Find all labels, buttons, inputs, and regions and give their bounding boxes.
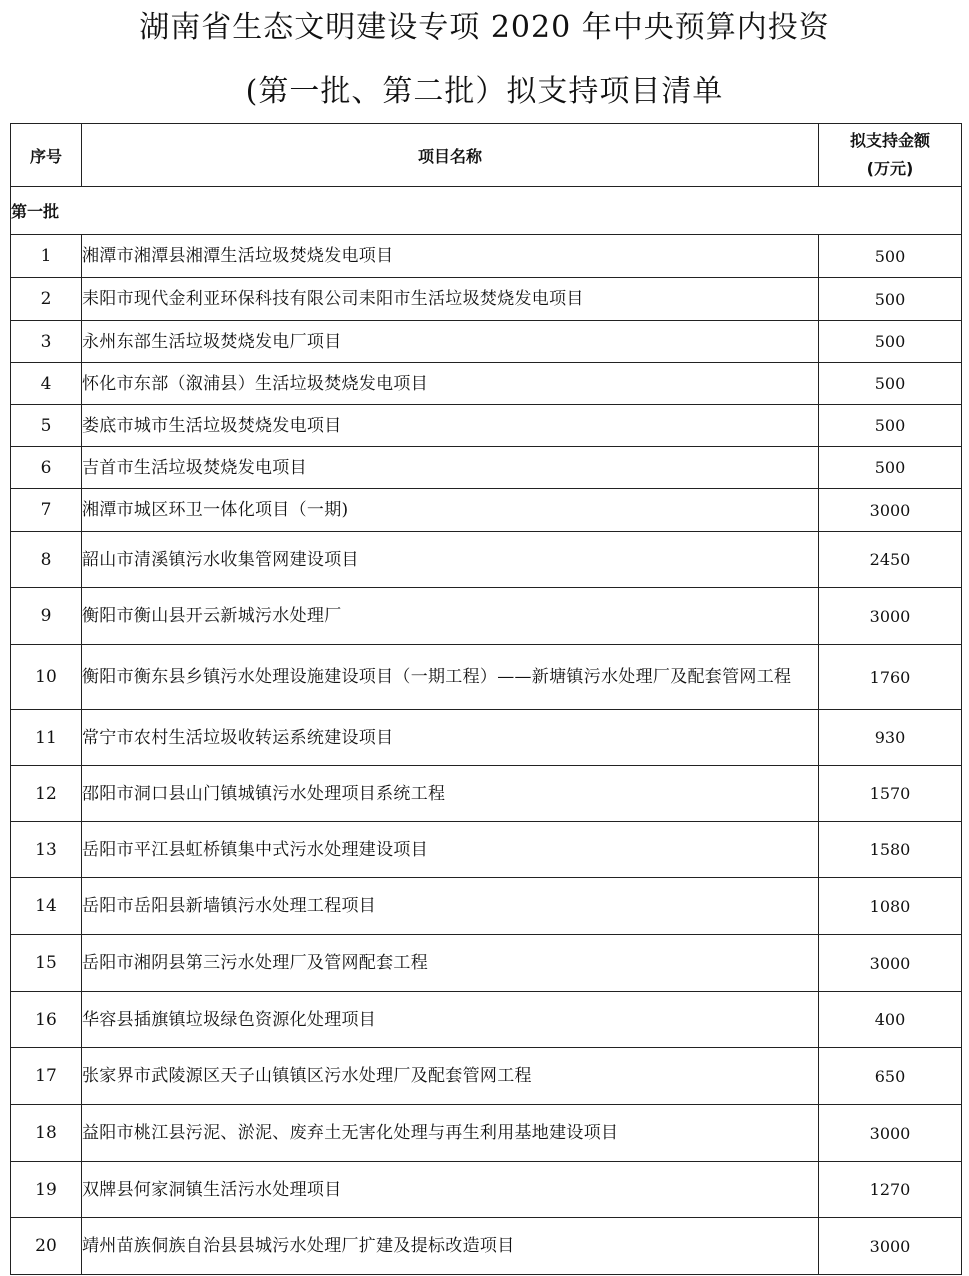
row-amount: 3000	[819, 935, 962, 992]
table-row	[11, 363, 962, 405]
row-amount: 500	[819, 235, 962, 278]
row-amount: 2450	[819, 532, 962, 588]
document-title-line-1: 湖南省生态文明建设专项 2020 年中央预算内投资	[139, 10, 830, 45]
row-index: 19	[11, 1162, 82, 1218]
table-row	[11, 405, 962, 447]
table-row	[11, 645, 962, 710]
row-amount: 3000	[819, 1105, 962, 1162]
row-project-name: 娄底市城市生活垃圾焚烧发电项目	[82, 405, 819, 447]
table-row	[11, 447, 962, 489]
document-title-line-2: (第一批、第二批）拟支持项目清单	[245, 74, 724, 109]
table-header-row	[11, 124, 962, 187]
row-index: 10	[11, 645, 82, 710]
row-project-name: 衡阳市衡东县乡镇污水处理设施建设项目（一期工程）——新塘镇污水处理厂及配套管网工程	[82, 645, 819, 710]
row-amount: 930	[819, 710, 962, 766]
table-row	[11, 822, 962, 878]
row-project-name: 邵阳市洞口县山门镇城镇污水处理项目系统工程	[82, 766, 819, 822]
row-amount: 400	[819, 992, 962, 1048]
row-index: 14	[11, 878, 82, 935]
row-index: 8	[11, 532, 82, 588]
row-project-name: 怀化市东部（溆浦县）生活垃圾焚烧发电项目	[82, 363, 819, 405]
row-amount: 650	[819, 1048, 962, 1105]
row-amount: 500	[819, 321, 962, 363]
row-index: 12	[11, 766, 82, 822]
table-row	[11, 766, 962, 822]
table-row	[11, 935, 962, 992]
row-index: 11	[11, 710, 82, 766]
row-index: 13	[11, 822, 82, 878]
header-amount-unit: (万元)	[866, 159, 914, 178]
table-row	[11, 1048, 962, 1105]
project-table	[10, 123, 962, 1275]
row-index: 9	[11, 588, 82, 645]
row-index: 4	[11, 363, 82, 405]
row-project-name: 华容县插旗镇垃圾绿色资源化处理项目	[82, 992, 819, 1048]
row-index: 15	[11, 935, 82, 992]
row-project-name: 耒阳市现代金利亚环保科技有限公司耒阳市生活垃圾焚烧发电项目	[82, 278, 819, 321]
row-index: 6	[11, 447, 82, 489]
table-row	[11, 1105, 962, 1162]
row-project-name: 岳阳市平江县虹桥镇集中式污水处理建设项目	[82, 822, 819, 878]
table-row	[11, 321, 962, 363]
row-index: 17	[11, 1048, 82, 1105]
row-index: 18	[11, 1105, 82, 1162]
table-row	[11, 278, 962, 321]
table-row	[11, 1162, 962, 1218]
row-amount: 500	[819, 405, 962, 447]
row-amount: 3000	[819, 489, 962, 532]
row-index: 5	[11, 405, 82, 447]
row-project-name: 永州东部生活垃圾焚烧发电厂项目	[82, 321, 819, 363]
row-project-name: 吉首市生活垃圾焚烧发电项目	[82, 447, 819, 489]
row-project-name: 岳阳市湘阴县第三污水处理厂及管网配套工程	[82, 935, 819, 992]
table-row	[11, 1218, 962, 1275]
row-index: 2	[11, 278, 82, 321]
row-project-name: 衡阳市衡山县开云新城污水处理厂	[82, 588, 819, 645]
row-project-name: 张家界市武陵源区天子山镇镇区污水处理厂及配套管网工程	[82, 1048, 819, 1105]
row-amount: 1080	[819, 878, 962, 935]
row-amount: 1760	[819, 645, 962, 710]
table-row	[11, 489, 962, 532]
section-row	[11, 187, 962, 235]
header-amount	[819, 124, 962, 187]
row-amount: 3000	[819, 588, 962, 645]
row-project-name: 湘潭市城区环卫一体化项目（一期)	[82, 489, 819, 532]
table-row	[11, 710, 962, 766]
row-amount: 1270	[819, 1162, 962, 1218]
row-index: 7	[11, 489, 82, 532]
row-amount: 500	[819, 363, 962, 405]
row-index: 16	[11, 992, 82, 1048]
row-amount: 3000	[819, 1218, 962, 1275]
row-index: 1	[11, 235, 82, 278]
row-amount: 1580	[819, 822, 962, 878]
row-project-name: 常宁市农村生活垃圾收转运系统建设项目	[82, 710, 819, 766]
table-row	[11, 588, 962, 645]
header-amount-label: 拟支持金额	[849, 131, 930, 150]
row-amount: 500	[819, 278, 962, 321]
section-label: 第一批	[11, 187, 962, 235]
row-index: 20	[11, 1218, 82, 1275]
row-amount: 1570	[819, 766, 962, 822]
row-project-name: 岳阳市岳阳县新墙镇污水处理工程项目	[82, 878, 819, 935]
table-row	[11, 992, 962, 1048]
row-project-name: 双牌县何家洞镇生活污水处理项目	[82, 1162, 819, 1218]
row-index: 3	[11, 321, 82, 363]
table-row	[11, 878, 962, 935]
table-row	[11, 532, 962, 588]
table-row	[11, 235, 962, 278]
row-project-name: 益阳市桃江县污泥、淤泥、废弃土无害化处理与再生利用基地建设项目	[82, 1105, 819, 1162]
row-project-name: 韶山市清溪镇污水收集管网建设项目	[82, 532, 819, 588]
row-amount: 500	[819, 447, 962, 489]
row-project-name: 湘潭市湘潭县湘潭生活垃圾焚烧发电项目	[82, 235, 819, 278]
row-project-name: 靖州苗族侗族自治县县城污水处理厂扩建及提标改造项目	[82, 1218, 819, 1275]
header-index: 序号	[11, 124, 82, 187]
header-project-name: 项目名称	[82, 124, 819, 187]
